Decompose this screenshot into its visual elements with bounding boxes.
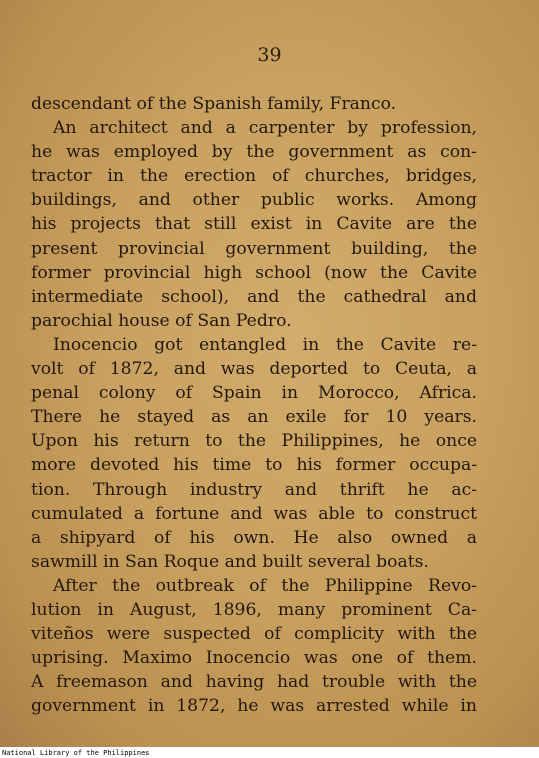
- text-line: tion. Through industry and thrift he ac-: [31, 479, 477, 500]
- footer-bar: [0, 747, 539, 758]
- text-line: he was employed by the government as con-: [31, 142, 477, 163]
- text-line: intermediate school), and the cathedral and: [31, 286, 477, 307]
- text-line: sawmill in San Roque and built several boats.: [31, 551, 429, 572]
- text-line: lution in August, 1896, many prominent Ca-: [31, 599, 477, 620]
- text-line: Upon his return to the Philippines, he once: [31, 431, 477, 452]
- text-line: volt of 1872, and was deported to Ceuta, a: [31, 359, 477, 380]
- text-line: viteños were suspected of complicity with the: [31, 624, 477, 645]
- text-line: tractor in the erection of churches, bridges,: [31, 166, 477, 187]
- text-line: a shipyard of his own. He also owned a: [31, 527, 477, 548]
- text-line: more devoted his time to his former occupa-: [31, 455, 477, 476]
- page-number: 39: [257, 44, 282, 66]
- text-line: buildings, and other public works. Among: [31, 190, 477, 211]
- text-line: government in 1872, he was arrested while in: [31, 696, 477, 717]
- text-line: uprising. Maximo Inocencio was one of them.: [31, 648, 477, 669]
- text-line: A freemason and having had trouble with the: [31, 672, 477, 693]
- text-line: former provincial high school (now the Cavite: [31, 262, 477, 283]
- text-line: present provincial government building, the: [31, 238, 477, 259]
- text-line: descendant of the Spanish family, Franco.: [31, 94, 397, 114]
- text-line: There he stayed as an exile for 10 years.: [31, 407, 477, 428]
- text-line: An architect and a carpenter by profession,: [53, 118, 477, 139]
- body-text: [31, 92, 477, 718]
- text-line: his projects that still exist in Cavite are the: [31, 214, 477, 235]
- text-line: Inocencio got entangled in the Cavite re-: [53, 334, 477, 355]
- text-line: cumulated a fortune and was able to construct: [31, 503, 477, 524]
- text-line: penal colony of Spain in Morocco, Africa.: [31, 383, 477, 404]
- footer-credit: National Library of the Philippines: [2, 749, 150, 757]
- text-line: After the outbreak of the Philippine Revo-: [53, 575, 477, 596]
- text-line: parochial house of San Pedro.: [31, 310, 292, 331]
